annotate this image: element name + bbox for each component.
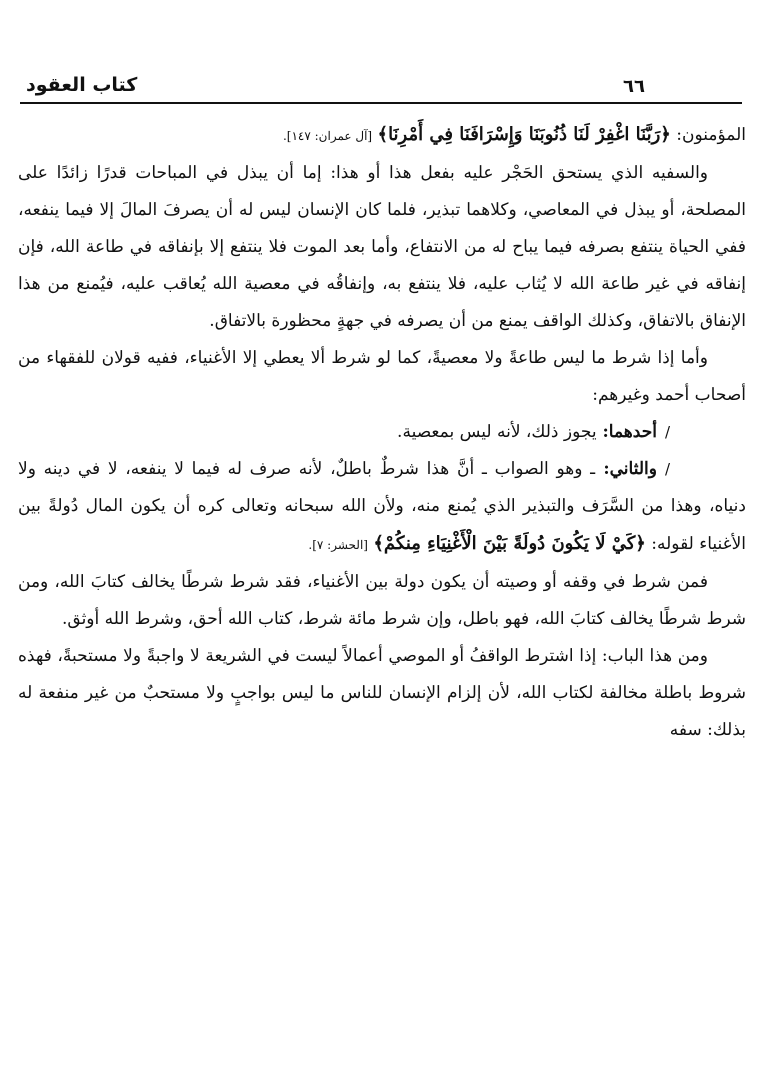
page-number: ٦٦ <box>623 76 645 97</box>
first-opinion-label: أحدهما: <box>596 422 657 442</box>
book-title: كتاب العقود <box>26 74 138 96</box>
paragraph-verse-line <box>18 116 746 155</box>
body-text <box>18 116 746 749</box>
verse-reference: [الحشر: ٧]. <box>308 538 368 552</box>
quran-verse: ﴿كَيْ لَا يَكُونَ دُولَةً بَيْنَ الْأَغْنِيَاءِ مِنكُمْ﴾ <box>373 533 646 554</box>
margin-mark: / <box>664 460 670 478</box>
second-opinion-text: ـ وهو الصواب ـ أنَّ هذا شرطٌ باطلٌ، لأنه صرف له فيما لا ينفعه، لا في دينه ولا دنياه، وهذا من السَّرَف والتبذير الذي يُمنع منه، ولأن الله سبحانه وتعالى كره أن يكون المال دُولةً بين الأغنياء لقوله: <box>18 459 746 554</box>
paragraph-waqf-condition: فمن شرط في وقفه أو وصيته أن يكون دولة بين الأغنياء، فقد شرط شرطًا يخالف كتابَ الله، ومن شرط شرطًا يخالف كتابَ الله، فهو باطل، وإن شرط مائة شرط، كتاب الله أحق، وشرط الله أوثق. <box>18 572 746 629</box>
margin-mark: / <box>664 423 670 441</box>
paragraph-first-opinion <box>18 414 746 451</box>
quran-verse: ﴿رَبَّنَا اغْفِرْ لَنَا ذُنُوبَنَا وَإِسْرَافَنَا فِي أَمْرِنَا﴾ <box>377 124 671 145</box>
second-opinion-label: والثاني: <box>595 459 657 479</box>
paragraph-safih: والسفيه الذي يستحق الحَجْر عليه بفعل هذا أو هذا: إما أن يبذل في المباحات قدرًا زائدًا على المصلحة، أو يبذل في المعاصي، وكلاهما تبذير، فلما كان الإنسان ليس له أن يصرفَ المالَ إلا فيما ينفعه، ففي الحياة ينتفع بصرفه فيما يباح له من الانتفاع، وأما بعد الموت فلا ينتفع إلا بإنفاقه في طاعة الله، فإن إنفاقه في غير طاعة الله لا يُثاب عليه، فلا ينتفع به، وإنفاقُه في معصية الله يُعاقب عليه، فيُمنع من هذا الإنفاق بالاتفاق، وكذلك الواقف يمنع من أن يصرفه في جهةٍ محظورة بالاتفاق. <box>18 163 746 331</box>
verse-reference: [آل عمران: ١٤٧]. <box>282 129 373 143</box>
paragraph-condition: وأما إذا شرط ما ليس طاعةً ولا معصيةً، كما لو شرط ألا يعطي إلا الأغنياء، ففيه قولان للفقهاء من أصحاب أحمد وغيرهم: <box>18 348 746 405</box>
verse-intro: المؤمنون: <box>670 125 746 145</box>
paragraph-actions: ومن هذا الباب: إذا اشترط الواقفُ أو الموصي أعمالاً ليست في الشريعة لا واجبةً ولا مستحبةً، فهذه شروط باطلة مخالفة لكتاب الله، لأن إلزام الإنسان للناس ما ليس بواجبٍ ولا مستحبٌ من غير منفعة له بذلك: سفه <box>18 646 746 740</box>
paragraph-second-opinion <box>18 451 746 564</box>
header-rule <box>20 102 742 104</box>
running-header <box>20 74 740 100</box>
first-opinion-text: يجوز ذلك، لأنه ليس بمعصية. <box>397 422 597 442</box>
